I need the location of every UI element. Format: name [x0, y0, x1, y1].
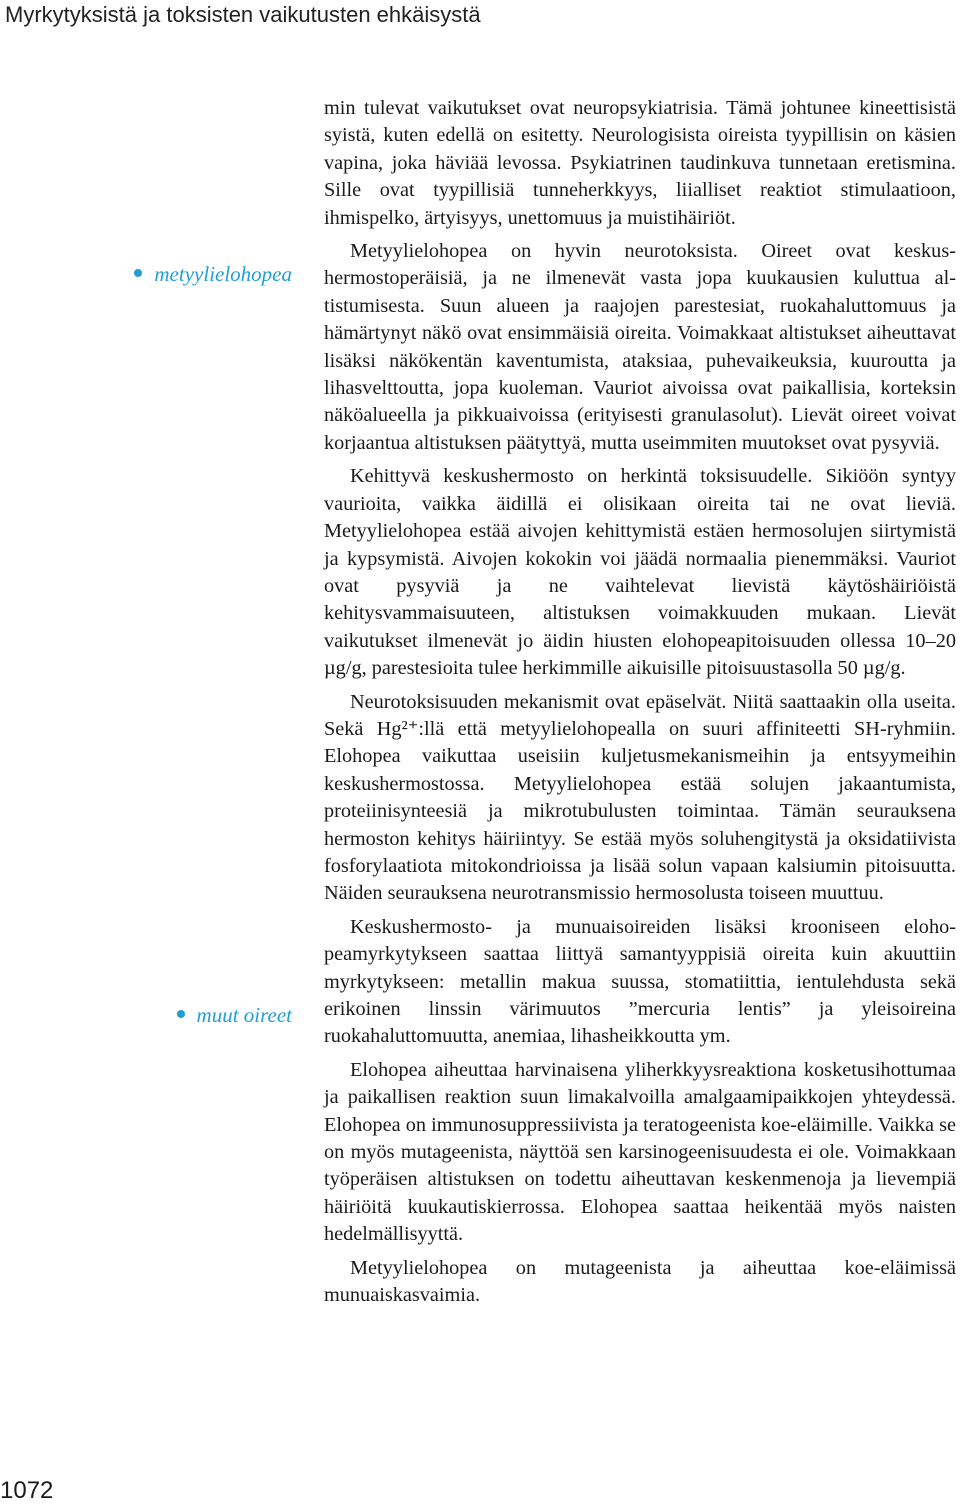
margin-note-muut-oireet	[177, 1003, 292, 1028]
bullet-icon	[134, 269, 142, 277]
bullet-icon	[177, 1010, 185, 1018]
paragraph: Metyylielohopea on hyvin neurotoksista. Oireet ovat keskushermostoperäisiä, ja ne ilmenevät vasta jopa kuukausien kuluttua altistumisesta. Suun alueen ja raajojen parestesiat, ruokahaluttomuus ja hämärtynyt näkö ovat ensimmäisiä oireita. Voimakkaat altistukset aiheuttavat lisäksi näkökentän kaventumista, ataksiaa, puhevaikeuksia, kuuroutta ja lihasvelttoutta, jopa kuoleman. Vauriot aivoissa ovat paikallisia, korteksin näköalueella ja pikkuaivoissa (erityisesti granulasolut). Lievät oireet voivat korjaantua altistuksen päätyttyä, mutta useimmiten muutokset ovat pysyviä.	[324, 240, 956, 454]
margin-note-label: metyylielohopea	[154, 262, 292, 286]
page-number: 1072	[0, 1477, 54, 1504]
paragraph: Metyylielohopea on mutageenista ja aiheuttaa koe-eläimissä munuaiskasvaimia.	[324, 1256, 956, 1307]
margin-note-label: muut oireet	[196, 1003, 292, 1027]
paragraph: Kehittyvä keskushermosto on herkintä toksisuudelle. Sikiöön syntyy vaurioita, vaikka äidillä ei olisikaan oireita tai ne ovat lieviä. Metyylielohopea estää aivojen kehittymistä estäen hermosolujen siirtymistä ja kypsymistä. Aivojen kokokin voi jäädä normaalia pienemmäksi. Vauriot ovat pysyviä ja ne vaihtelevat lievistä käytöshäiriöistä kehitysvammaisuuteen, altistuksen voimakkuuden mukaan. Lievät vaikutukset ilmenevät jo äidin hiusten elohopeapitoisuuden ollessa 10–20 µg/g, parestesioita tulee herkimmille aikuisille pitoisuustasolla 50 µg/g.	[324, 465, 956, 680]
paragraph: Keskushermosto- ja munuaisoireiden lisäksi krooniseen elohopeamyrkytykseen saattaa liittyä samantyyppisiä oireita kuin akuuttiin myrkytykseen: metallin makua suussa, stomatiittia, ientulehdusta sekä erikoinen linssin värimuutos ”mercuria lentis” ja yleisoireina ruokahaluttomuutta, anemiaa, lihasheikkoutta ym.	[324, 915, 956, 1048]
paragraph: Neurotoksisuuden mekanismit ovat epäselvät. Niitä saattaakin olla useita. Sekä Hg²⁺:llä että metyylielohopealla on suuri affiniteetti SH-ryhmiin. Elohopea vaikuttaa useisiin kuljetusmekanismeihin ja entsyymeihin keskushermostossa. Metyylielohopea estää solujen jakaantumista, proteiinisynteesiä ja mikrotubulusten toimintaa. Tämän seurauksena hermoston kehitys häiriintyy. Se estää myös soluhengitystä ja oksidatiivista fosforylaatiota mitokondrioissa ja lisää solun vapaan kalsiumin pitoisuutta. Näiden seurauksena neurotransmissio hermosolusta toiseen muuttuu.	[324, 690, 956, 905]
running-header: Myrkytyksistä ja toksisten vaikutusten ehkäisystä	[5, 2, 481, 27]
paragraph: min tulevat vaikutukset ovat neuropsykiatrisia. Tämä johtunee kineettisistä syistä, kuten edellä on esitetty. Neurologisista oireista tyypillisin on käsien vapina, joka häviää levossa. Psykiatrinen taudinkuva tunnetaan eretismina. Sille ovat tyypillisiä tunneherkkyys, liialliset reaktiot stimulaatioon, ihmispelko, ärtyisyys, unettomuus ja muistihäiriöt.	[324, 97, 956, 229]
margin-note-metyylielohopea	[134, 262, 292, 287]
main-text-column	[324, 95, 956, 1309]
paragraph: Elohopea aiheuttaa harvinaisena yliherkkyysreaktiona kosketusihottumaa ja paikallisen reaktion suun limakalvoilla amalgaamipaikkojen yhteydessä. Elohopea on immunosuppressiivista ja teratogeenista koe-eläimille. Vaikka se on myös mutageenista, näyttöä sen karsinogeenisuudesta ei ole. Voimakkaan työperäisen altistuksen on todettu aiheuttavan keskenmenoja ja lievempiä häiriöitä kuukautiskierrossa. Elohopea saattaa heikentää myös naisten hedelmällisyyttä.	[324, 1058, 956, 1246]
